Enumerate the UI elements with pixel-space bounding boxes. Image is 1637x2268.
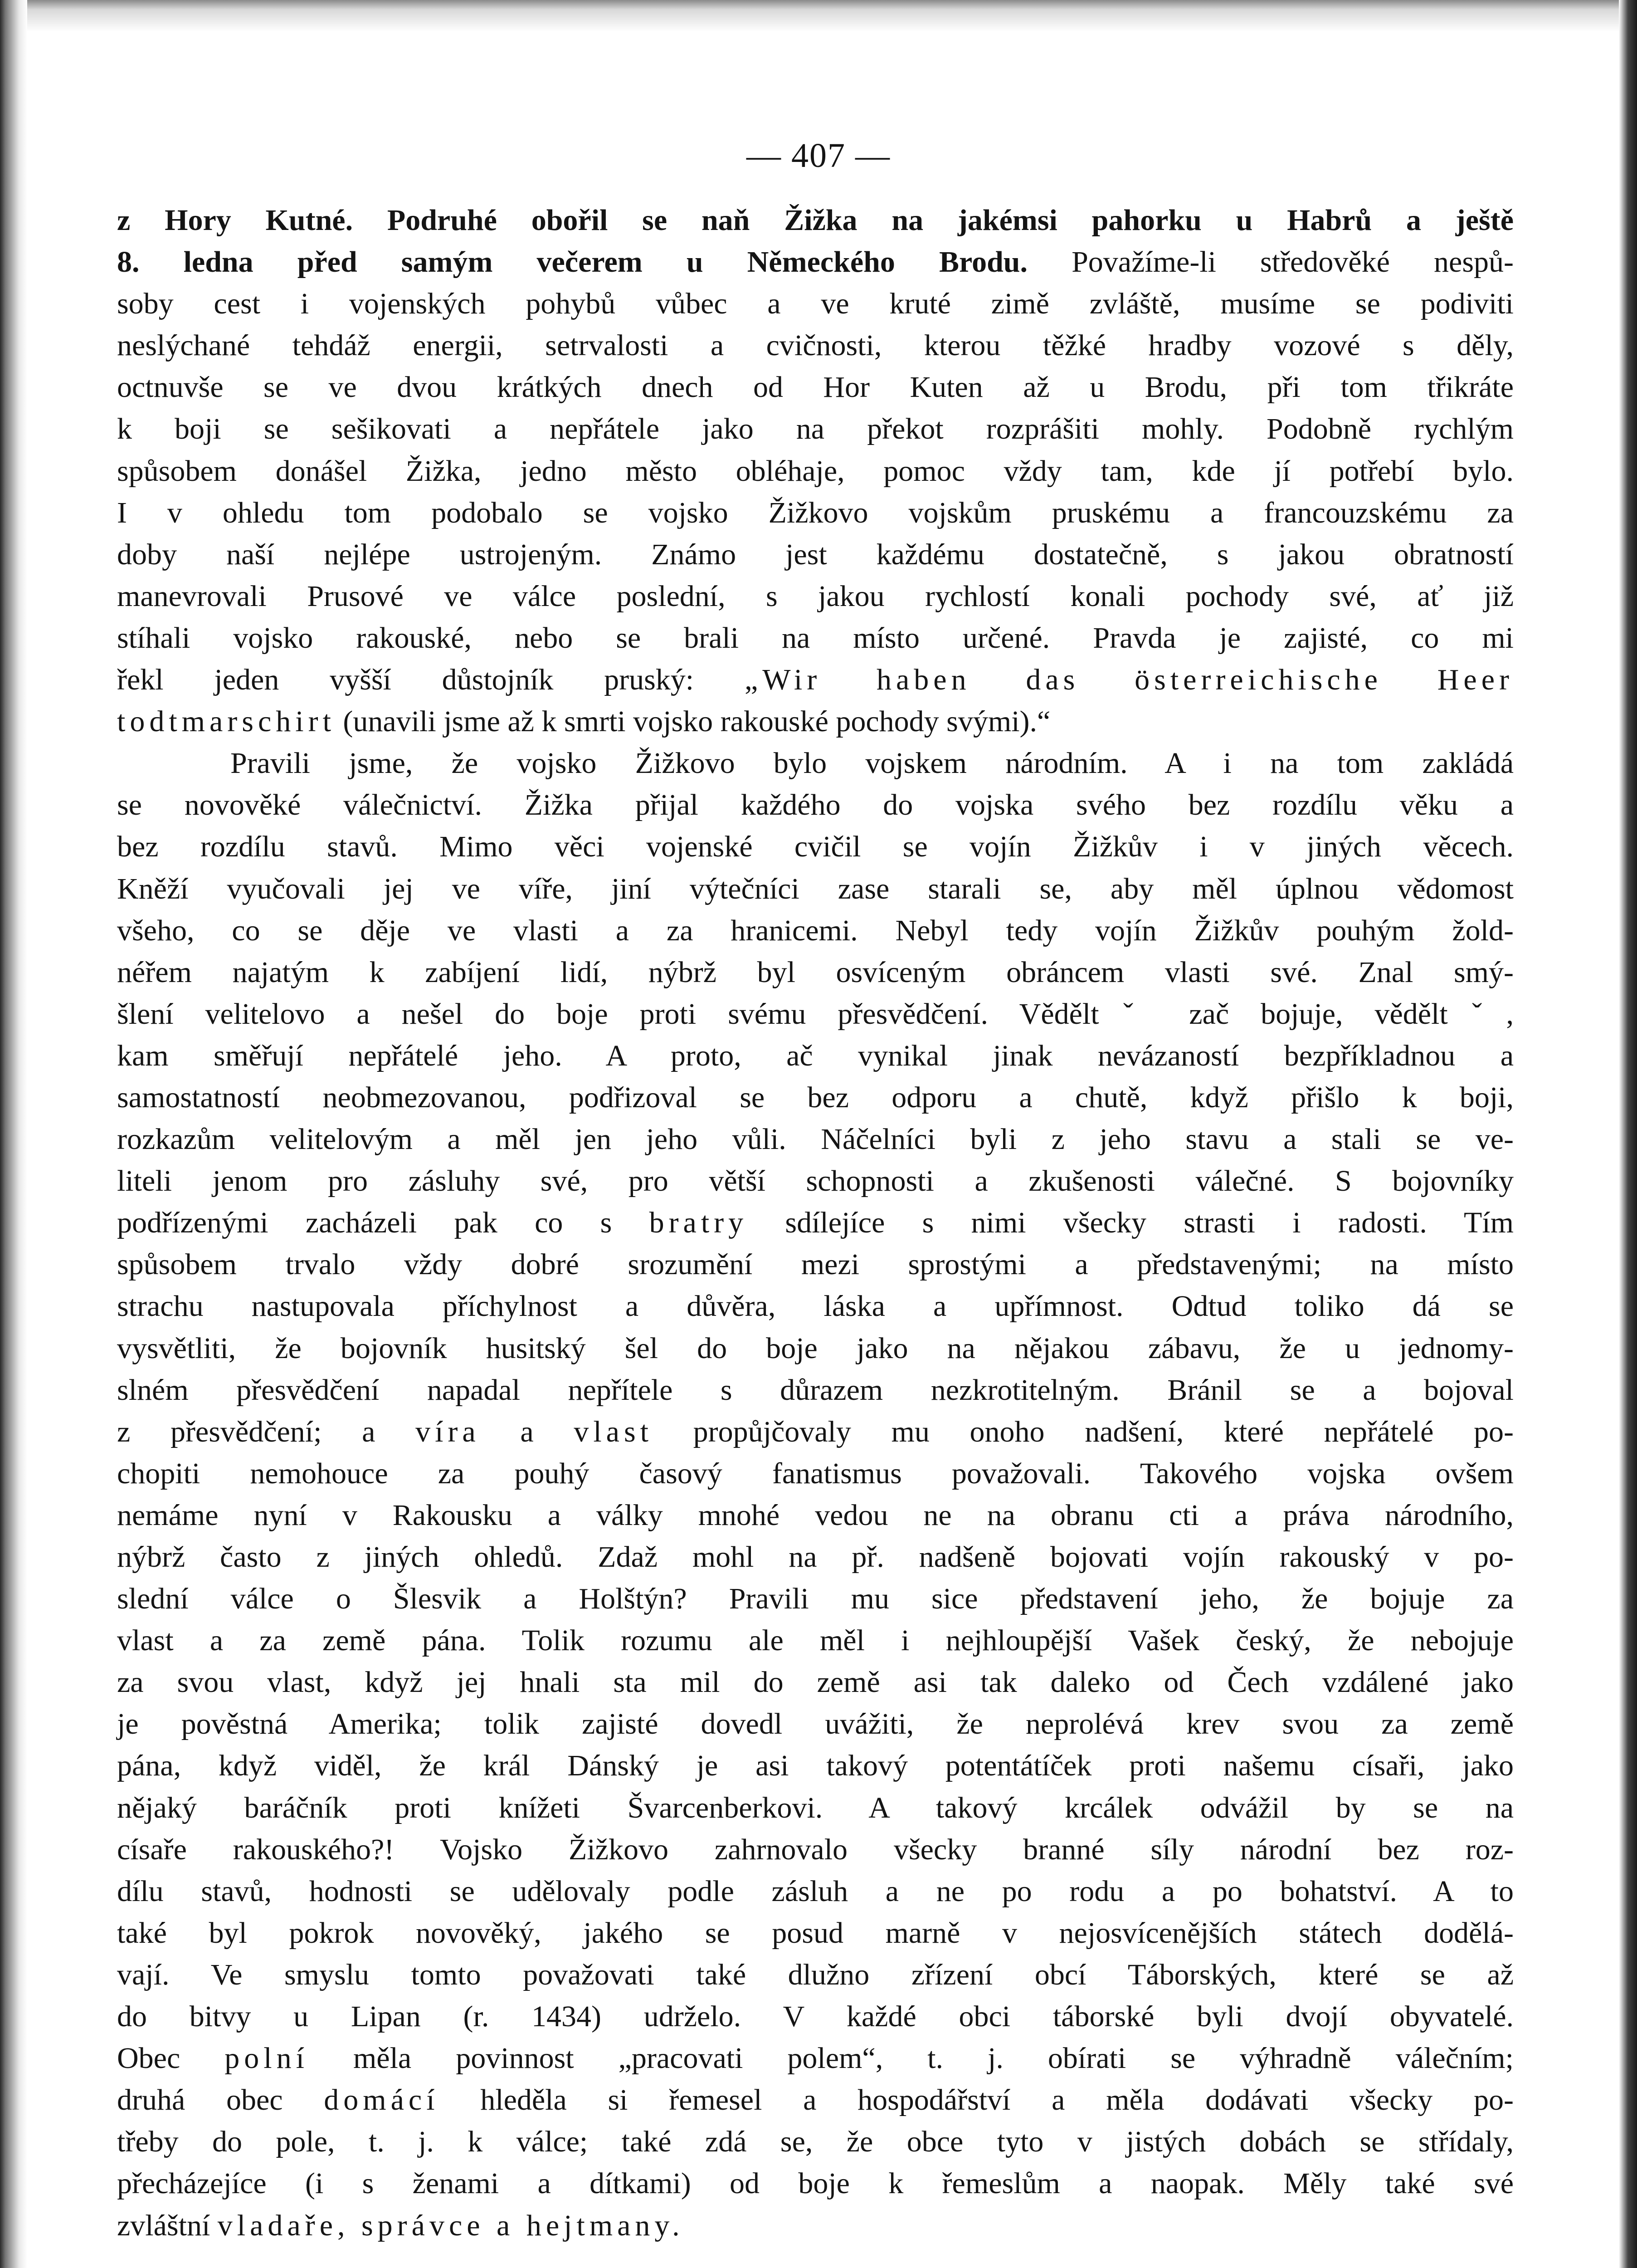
text-segment: dílu stavů, hodnosti se udělovaly podle zásluh a ne po rodu a po bohatství. A to [117, 1874, 1514, 1908]
spaced-text: polní [224, 2042, 309, 2075]
text-line [117, 450, 1514, 492]
text-line [117, 952, 1514, 993]
text-line [117, 701, 1514, 743]
spaced-text: víra [415, 1415, 480, 1448]
text-segment: všeho, co se děje ve vlasti a za hranicemi. Nebyl tedy vojín Žižkův pouhým žold- [117, 914, 1514, 947]
text-line [117, 659, 1514, 701]
text-segment: přecházejíce (i s ženami a dítkami) od boje k řemeslům a naopak. Měly také své [117, 2167, 1514, 2200]
paragraph [117, 743, 1514, 2246]
text-line [117, 2079, 1514, 2121]
text-segment: Považíme-li středověké nespů- [1027, 245, 1514, 279]
text-line [117, 1244, 1514, 1286]
text-segment: se novověké válečnictví. Žižka přijal každého do vojska svého bez rozdílu věku a [117, 788, 1514, 822]
text-segment: vlast a za země pána. Tolik rozumu ale měl i nejhloupější Vašek český, že nebojuje [117, 1624, 1514, 1657]
text-line [117, 408, 1514, 450]
text-segment: propůjčovaly mu onoho nadšení, které nepřátelé po- [653, 1415, 1514, 1448]
text-line [117, 1328, 1514, 1369]
text-line [117, 868, 1514, 910]
text-line [117, 1160, 1514, 1202]
spaced-text: vladaře, správce a hejtmany. [217, 2209, 684, 2242]
text-segment: manevrovali Prusové ve válce poslední, s jakou rychlostí konali pochody své, ať již [117, 579, 1514, 613]
text-line [117, 1703, 1514, 1745]
text-line [117, 367, 1514, 408]
text-segment: do bitvy u Lipan (r. 1434) udrželo. V každé obci táborské byli dvojí obyvatelé. [117, 2000, 1514, 2033]
text-line [117, 1745, 1514, 1787]
bold-text: 8. ledna před samým večerem u Německého Brodu. [117, 245, 1028, 279]
text-line [117, 200, 1514, 241]
text-segment: stíhali vojsko rakouské, nebo se brali na místo určené. Pravda je zajisté, co mi [117, 621, 1514, 655]
text-line [117, 2038, 1514, 2079]
text-line [117, 1578, 1514, 1620]
text-segment: liteli jenom pro zásluhy své, pro větší schopnosti a zkušenosti válečné. S bojovníky [117, 1164, 1514, 1198]
text-segment: řekl jeden vyšší důstojník pruský: [117, 663, 745, 697]
text-segment: rozkazům velitelovým a měl jen jeho vůli. Náčelníci byli z jeho stavu a stali se ve- [117, 1123, 1514, 1156]
text-segment: Pravili jsme, že vojsko Žižkovo bylo vojskem národním. A i na tom zakládá [230, 747, 1514, 780]
text-line [117, 1119, 1514, 1160]
text-segment: podřízenými zacházeli pak co s [117, 1206, 649, 1240]
text-segment: samostatností neobmezovanou, podřizoval se bez odporu a chutě, když přišlo k boji, [117, 1080, 1514, 1114]
text-line [117, 993, 1514, 1035]
text-segment: slném přesvědčení napadal nepřítele s důrazem nezkrotitelným. Bránil se a bojoval [117, 1373, 1514, 1407]
text-line [117, 241, 1514, 283]
text-line [117, 1954, 1514, 1996]
text-line [117, 1495, 1514, 1536]
text-segment: z přesvědčení; a [117, 1415, 416, 1448]
text-segment: spůsobem donášel Žižka, jedno město obléhaje, pomoc vždy tam, kde jí potřebí bylo. [117, 454, 1514, 488]
spaced-text: todtmarschirt [117, 705, 336, 738]
text-line [117, 784, 1514, 826]
text-line [117, 617, 1514, 659]
text-line [117, 492, 1514, 534]
text-line [117, 1787, 1514, 1829]
paragraph [117, 200, 1514, 743]
text-line [117, 1620, 1514, 1662]
text-segment: měla povinnost „pracovati polem“, t. j. obírati se výhradně válečním; [308, 2042, 1514, 2075]
text-line [117, 1369, 1514, 1411]
text-segment: třeby do pole, t. j. k válce; také zdá se, že obce tyto v jistých dobách se střídaly, [117, 2125, 1514, 2159]
text-segment: doby naší nejlépe ustrojeným. Známo jest každému dostatečně, s jakou obratností [117, 538, 1514, 571]
text-segment: je pověstná Amerika; tolik zajisté dovedl uvážiti, že neprolévá krev svou za země [117, 1707, 1514, 1741]
text-line [117, 1662, 1514, 1703]
text-line [117, 1871, 1514, 1912]
text-segment: a [480, 1415, 574, 1448]
text-line [117, 534, 1514, 576]
text-segment: chopiti nemohouce za pouhý časový fanatismus považovali. Takového vojska ovšem [117, 1457, 1514, 1490]
text-segment: Obec [117, 2042, 225, 2075]
text-line [117, 743, 1514, 784]
text-line [117, 826, 1514, 868]
scan-top-edge [0, 0, 1637, 32]
text-segment: císaře rakouského?! Vojsko Žižkovo zahrnovalo všecky branné síly národní bez roz- [117, 1833, 1514, 1866]
scan-right-edge [1619, 0, 1637, 2268]
spaced-text: „Wir haben das österreichische Heer [744, 663, 1514, 697]
text-segment: soby cest i vojenských pohybů vůbec a ve kruté zimě zvláště, musíme se podiviti [117, 287, 1514, 321]
text-line [117, 576, 1514, 617]
spaced-text: domácí [324, 2083, 439, 2117]
text-segment: neslýchané tehdáž energii, setrvalosti a cvičnosti, kterou těžké hradby vozové s děly, [117, 329, 1514, 362]
scan-left-edge [0, 0, 27, 2268]
text-segment: slední válce o Šlesvik a Holštýn? Pravili mu sice představení jeho, že bojuje za [117, 1582, 1514, 1616]
text-line [117, 1035, 1514, 1077]
text-line [117, 1286, 1514, 1327]
text-segment: k boji se sešikovati a nepřátele jako na překot rozprášiti mohly. Podobně rychlým [117, 412, 1514, 446]
text-segment: zvláštní [117, 2209, 218, 2242]
text-segment: pána, když viděl, že král Dánský je asi takový potentátíček proti našemu císaři, jako [117, 1749, 1514, 1783]
text-segment: hleděla si řemesel a hospodářství a měla dodávati všecky po- [439, 2083, 1514, 2117]
text-segment: nemáme nyní v Rakousku a války mnohé vedou ne na obranu cti a práva národního, [117, 1498, 1514, 1532]
text-segment: vají. Ve smyslu tomto považovati také dlužno zřízení obcí Táborských, které se až [117, 1958, 1514, 1991]
text-segment: za svou vlast, když jej hnali sta mil do země asi tak daleko od Čech vzdálené jako [117, 1666, 1514, 1699]
text-line [117, 910, 1514, 952]
text-line [117, 1536, 1514, 1578]
text-segment: také byl pokrok novověký, jakého se posud marně v nejosvícenějších státech dodělá- [117, 1916, 1514, 1950]
text-line [117, 1077, 1514, 1119]
text-segment: I v ohledu tom podobalo se vojsko Žižkovo vojskům pruskému a francouzskému za [117, 496, 1514, 529]
text-segment: Kněží vyučovali jej ve víře, jiní výtečníci zase starali se, aby měl úplnou vědomost [117, 872, 1514, 905]
text-segment: sdílejíce s nimi všecky strasti i radosti. Tím [748, 1206, 1514, 1240]
text-segment: nýbrž často z jiných ohledů. Zdaž mohl na př. nadšeně bojovati vojín rakouský v po- [117, 1540, 1514, 1574]
text-segment: néřem najatým k zabíjení lidí, nýbrž byl osvíceným obráncem vlasti své. Znal smý- [117, 955, 1514, 989]
text-segment: šlení velitelovo a nešel do boje proti svému přesvědčení. Věděltˇ zač bojuje, věděltˇ, [117, 997, 1514, 1031]
text-segment: vysvětliti, že bojovník husitský šel do boje jako na nějakou zábavu, že u jednomy- [117, 1331, 1514, 1365]
text-segment: bez rozdílu stavů. Mimo věci vojenské cvičil se vojín Žižkův i v jiných věcech. [117, 830, 1514, 864]
text-line [117, 1202, 1514, 1244]
text-line [117, 2163, 1514, 2204]
text-line [117, 1829, 1514, 1871]
text-segment: kam směřují nepřátelé jeho. A proto, ač vynikal jinak nevázaností bezpříkladnou a [117, 1039, 1514, 1072]
text-segment: octnuvše se ve dvou krátkých dnech od Hor Kuten až u Brodu, při tom třikráte [117, 371, 1514, 404]
text-segment: strachu nastupovala příchylnost a důvěra, láska a upřímnost. Odtud toliko dá se [117, 1290, 1514, 1323]
text-segment: nějaký baráčník proti knížeti Švarcenberkovi. A takový krcálek odvážil by se na [117, 1791, 1514, 1824]
text-line [117, 2205, 1514, 2247]
spaced-text: vlast [574, 1415, 653, 1448]
text-segment: spůsobem trvalo vždy dobré srozumění mezi sprostými a představenými; na místo [117, 1248, 1514, 1281]
text-segment: (unavili jsme až k smrti vojsko rakouské pochody svými).“ [335, 705, 1051, 738]
text-line [117, 283, 1514, 325]
spaced-text: bratry [649, 1206, 748, 1240]
text-line [117, 1996, 1514, 2038]
text-line [117, 1912, 1514, 1954]
page-number: — 407 — [746, 137, 891, 175]
text-line [117, 1411, 1514, 1453]
text-segment: druhá obec [117, 2083, 324, 2117]
text-line [117, 1453, 1514, 1495]
text-line [117, 2121, 1514, 2163]
bold-text: z Hory Kutné. Podruhé obořil se naň Žižka na jakémsi pahorku u Habrů a ještě [117, 204, 1514, 237]
text-line [117, 325, 1514, 367]
body-text [117, 200, 1514, 2247]
